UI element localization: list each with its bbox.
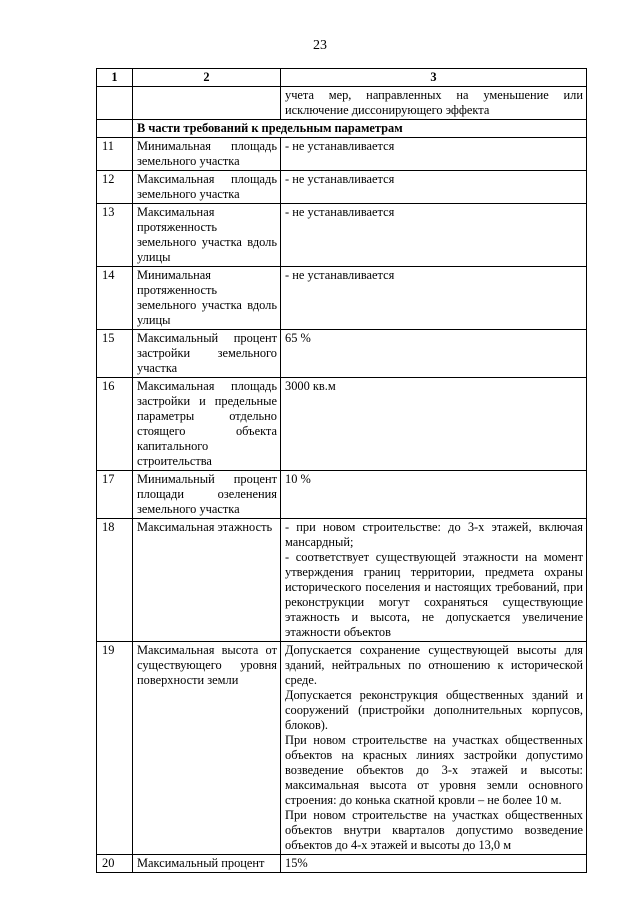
section-title: В части требований к предельным параметрам: [133, 120, 587, 138]
parameter-value: [281, 378, 587, 471]
parameter-value: [281, 267, 587, 330]
parameter-name: Максимальная площадь земельного участка: [133, 171, 281, 204]
parameter-name: Максимальный процент: [133, 855, 281, 873]
parameters-table: [96, 68, 587, 873]
value-paragraph: 10 %: [285, 472, 311, 486]
table-row: [97, 519, 587, 642]
table-row: [97, 171, 587, 204]
column-header-3: 3: [281, 69, 587, 87]
column-header-2: 2: [133, 69, 281, 87]
value-paragraph: При новом строительстве на участках общественных объектов внутри кварталов допустимо возведение объектов до 4-х этажей и высоты до 13,0 м: [285, 808, 583, 852]
table-row: [97, 330, 587, 378]
parameter-name: Минимальная площадь земельного участка: [133, 138, 281, 171]
parameter-value: [281, 855, 587, 873]
value-paragraph: 65 %: [285, 331, 311, 345]
column-header-1: 1: [97, 69, 133, 87]
section-row: [97, 120, 587, 138]
continuation-text: учета мер, направленных на уменьшение или исключение диссонирующего эффекта: [281, 87, 587, 120]
table-row: [97, 138, 587, 171]
table-row: [97, 267, 587, 330]
continuation-row: [97, 87, 587, 120]
table-row: [97, 471, 587, 519]
row-number: 12: [97, 171, 133, 204]
row-number: 13: [97, 204, 133, 267]
parameter-value: [281, 330, 587, 378]
value-paragraph: - при новом строительстве: до 3-х этажей, включая мансардный;: [285, 520, 583, 549]
parameter-name: Максимальная протяженность земельного участка вдоль улицы: [133, 204, 281, 267]
parameter-name: Минимальный процент площади озеленения земельного участка: [133, 471, 281, 519]
value-paragraph: При новом строительстве на участках общественных объектов на красных линиях застройки допустимо возведение объектов до 3-х этажей и высоты: максимальная высота от уровня земли основного строения: до конька скатной кровли – не более 10 м.: [285, 733, 583, 807]
parameter-value: [281, 471, 587, 519]
table-row: [97, 204, 587, 267]
value-paragraph: - не устанавливается: [285, 268, 395, 282]
parameter-name: Минимальная протяженность земельного участка вдоль улицы: [133, 267, 281, 330]
value-paragraph: - не устанавливается: [285, 172, 395, 186]
row-number: 18: [97, 519, 133, 642]
table-row: [97, 642, 587, 855]
row-number: 15: [97, 330, 133, 378]
value-paragraph: 15%: [285, 856, 308, 870]
table-row: [97, 855, 587, 873]
parameter-value: [281, 171, 587, 204]
row-number: 14: [97, 267, 133, 330]
value-paragraph: Допускается сохранение существующей высоты для зданий, нейтральных по отношению к исторической среде.: [285, 643, 583, 687]
page-number: 23: [313, 38, 327, 53]
value-paragraph: Допускается реконструкция общественных зданий и сооружений (пристройки дополнительных корпусов, блоков).: [285, 688, 583, 732]
row-number: 20: [97, 855, 133, 873]
value-paragraph: 3000 кв.м: [285, 379, 336, 393]
parameter-name: Максимальная высота от существующего уровня поверхности земли: [133, 642, 281, 855]
value-paragraph: - не устанавливается: [285, 139, 395, 153]
parameter-value: [281, 642, 587, 855]
row-number: 17: [97, 471, 133, 519]
value-paragraph: - соответствует существующей этажности на момент утверждения границ территории, предмета охраны исторического поселения и настоящих требований, при реконструкции могут сохраняться существующие этажность и высота, не допускается увеличение этажности объектов: [285, 550, 583, 639]
row-number: 11: [97, 138, 133, 171]
parameter-name: Максимальная площадь застройки и предельные параметры отдельно стоящего объекта капитального строительства: [133, 378, 281, 471]
table-header-row: [97, 69, 587, 87]
value-paragraph: - не устанавливается: [285, 205, 395, 219]
row-number: 19: [97, 642, 133, 855]
parameter-name: Максимальный процент застройки земельного участка: [133, 330, 281, 378]
parameter-value: [281, 519, 587, 642]
parameter-value: [281, 204, 587, 267]
parameter-value: [281, 138, 587, 171]
parameter-name: Максимальная этажность: [133, 519, 281, 642]
table-row: [97, 378, 587, 471]
row-number: 16: [97, 378, 133, 471]
